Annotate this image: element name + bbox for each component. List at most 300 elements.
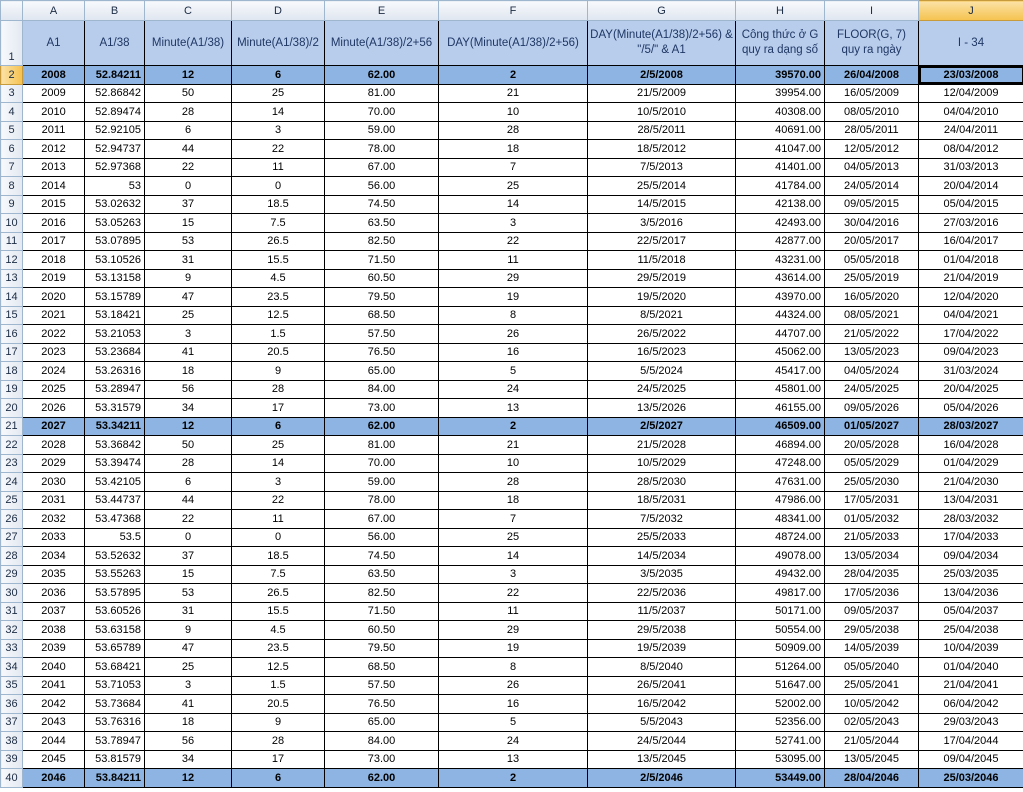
cell-a[interactable]: 2032	[23, 510, 85, 529]
cell-e[interactable]: 67.00	[325, 158, 439, 177]
row-number[interactable]: 36	[1, 695, 23, 714]
header-cell-g[interactable]: DAY(Minute(A1/38)/2+56) & "/5/" & A1	[588, 21, 736, 66]
cell-f[interactable]: 18	[439, 140, 588, 159]
row-number[interactable]: 27	[1, 528, 23, 547]
cell-c[interactable]: 37	[145, 195, 232, 214]
cell-h[interactable]: 46894.00	[736, 436, 825, 455]
header-cell-a[interactable]: A1	[23, 21, 85, 66]
cell-g[interactable]: 29/5/2038	[588, 621, 736, 640]
column-header-h[interactable]: H	[736, 1, 825, 21]
cell-b[interactable]: 53.68421	[85, 658, 145, 677]
cell-b[interactable]: 53.36842	[85, 436, 145, 455]
cell-b[interactable]: 53.28947	[85, 380, 145, 399]
cell-g[interactable]: 16/5/2023	[588, 343, 736, 362]
column-header-c[interactable]: C	[145, 1, 232, 21]
row-number[interactable]: 28	[1, 547, 23, 566]
cell-a[interactable]: 2015	[23, 195, 85, 214]
cell-j[interactable]: 12/04/2020	[919, 288, 1023, 307]
cell-e[interactable]: 62.00	[325, 66, 439, 85]
cell-c[interactable]: 18	[145, 362, 232, 381]
cell-f[interactable]: 26	[439, 325, 588, 344]
header-cell-j[interactable]: I - 34	[919, 21, 1023, 66]
cell-g[interactable]: 29/5/2019	[588, 269, 736, 288]
cell-j[interactable]: 16/04/2028	[919, 436, 1023, 455]
cell-b[interactable]: 53.02632	[85, 195, 145, 214]
cell-g[interactable]: 19/5/2039	[588, 639, 736, 658]
row-number[interactable]: 31	[1, 602, 23, 621]
cell-a[interactable]: 2038	[23, 621, 85, 640]
cell-a[interactable]: 2023	[23, 343, 85, 362]
cell-d[interactable]: 9	[232, 362, 325, 381]
cell-c[interactable]: 22	[145, 510, 232, 529]
cell-i[interactable]: 20/05/2017	[825, 232, 919, 251]
cell-h[interactable]: 40691.00	[736, 121, 825, 140]
cell-d[interactable]: 11	[232, 158, 325, 177]
cell-a[interactable]: 2008	[23, 66, 85, 85]
cell-e[interactable]: 57.50	[325, 325, 439, 344]
cell-e[interactable]: 78.00	[325, 140, 439, 159]
cell-g[interactable]: 8/5/2040	[588, 658, 736, 677]
cell-a[interactable]: 2017	[23, 232, 85, 251]
cell-c[interactable]: 28	[145, 454, 232, 473]
cell-b[interactable]: 53.44737	[85, 491, 145, 510]
cell-b[interactable]: 53	[85, 177, 145, 196]
cell-a[interactable]: 2014	[23, 177, 85, 196]
cell-c[interactable]: 3	[145, 325, 232, 344]
cell-i[interactable]: 25/05/2041	[825, 676, 919, 695]
cell-e[interactable]: 62.00	[325, 769, 439, 788]
cell-j[interactable]: 24/04/2011	[919, 121, 1023, 140]
row-number[interactable]: 35	[1, 676, 23, 695]
row-number[interactable]: 23	[1, 454, 23, 473]
cell-a[interactable]: 2026	[23, 399, 85, 418]
cell-a[interactable]: 2025	[23, 380, 85, 399]
cell-a[interactable]: 2012	[23, 140, 85, 159]
cell-b[interactable]: 53.31579	[85, 399, 145, 418]
cell-a[interactable]: 2046	[23, 769, 85, 788]
cell-b[interactable]: 53.55263	[85, 565, 145, 584]
cell-j[interactable]: 17/04/2044	[919, 732, 1023, 751]
cell-a[interactable]: 2030	[23, 473, 85, 492]
cell-g[interactable]: 2/5/2008	[588, 66, 736, 85]
cell-g[interactable]: 21/5/2009	[588, 84, 736, 103]
cell-i[interactable]: 09/05/2037	[825, 602, 919, 621]
cell-b[interactable]: 53.57895	[85, 584, 145, 603]
cell-c[interactable]: 15	[145, 214, 232, 233]
cell-j[interactable]: 25/04/2038	[919, 621, 1023, 640]
cell-j[interactable]: 10/04/2039	[919, 639, 1023, 658]
cell-a[interactable]: 2036	[23, 584, 85, 603]
cell-f[interactable]: 10	[439, 454, 588, 473]
cell-c[interactable]: 56	[145, 380, 232, 399]
cell-h[interactable]: 46509.00	[736, 417, 825, 436]
cell-f[interactable]: 22	[439, 584, 588, 603]
cell-c[interactable]: 34	[145, 750, 232, 769]
cell-e[interactable]: 79.50	[325, 288, 439, 307]
cell-i[interactable]: 04/05/2013	[825, 158, 919, 177]
cell-b[interactable]: 53.18421	[85, 306, 145, 325]
cell-j[interactable]: 09/04/2034	[919, 547, 1023, 566]
cell-g[interactable]: 7/5/2013	[588, 158, 736, 177]
cell-i[interactable]: 13/05/2034	[825, 547, 919, 566]
cell-f[interactable]: 28	[439, 473, 588, 492]
cell-c[interactable]: 3	[145, 676, 232, 695]
cell-i[interactable]: 12/05/2012	[825, 140, 919, 159]
cell-g[interactable]: 26/5/2022	[588, 325, 736, 344]
cell-a[interactable]: 2018	[23, 251, 85, 270]
column-header-j[interactable]: J	[919, 1, 1023, 21]
cell-f[interactable]: 24	[439, 732, 588, 751]
cell-a[interactable]: 2022	[23, 325, 85, 344]
cell-j[interactable]: 08/04/2012	[919, 140, 1023, 159]
select-all-corner[interactable]	[1, 1, 23, 21]
row-number[interactable]: 19	[1, 380, 23, 399]
cell-e[interactable]: 78.00	[325, 491, 439, 510]
cell-f[interactable]: 11	[439, 602, 588, 621]
cell-i[interactable]: 20/05/2028	[825, 436, 919, 455]
cell-h[interactable]: 47986.00	[736, 491, 825, 510]
cell-g[interactable]: 24/5/2025	[588, 380, 736, 399]
cell-i[interactable]: 08/05/2021	[825, 306, 919, 325]
row-number[interactable]: 22	[1, 436, 23, 455]
cell-j[interactable]: 09/04/2045	[919, 750, 1023, 769]
cell-f[interactable]: 3	[439, 565, 588, 584]
cell-d[interactable]: 18.5	[232, 195, 325, 214]
cell-e[interactable]: 65.00	[325, 362, 439, 381]
cell-j[interactable]: 17/04/2022	[919, 325, 1023, 344]
cell-g[interactable]: 8/5/2021	[588, 306, 736, 325]
cell-d[interactable]: 23.5	[232, 288, 325, 307]
cell-c[interactable]: 47	[145, 639, 232, 658]
cell-b[interactable]: 53.78947	[85, 732, 145, 751]
cell-g[interactable]: 13/5/2045	[588, 750, 736, 769]
cell-g[interactable]: 18/5/2031	[588, 491, 736, 510]
row-number[interactable]: 15	[1, 306, 23, 325]
cell-i[interactable]: 24/05/2025	[825, 380, 919, 399]
cell-h[interactable]: 46155.00	[736, 399, 825, 418]
cell-e[interactable]: 68.50	[325, 658, 439, 677]
cell-h[interactable]: 45801.00	[736, 380, 825, 399]
cell-a[interactable]: 2044	[23, 732, 85, 751]
cell-f[interactable]: 19	[439, 639, 588, 658]
header-cell-f[interactable]: DAY(Minute(A1/38)/2+56)	[439, 21, 588, 66]
cell-i[interactable]: 09/05/2015	[825, 195, 919, 214]
cell-h[interactable]: 44324.00	[736, 306, 825, 325]
cell-f[interactable]: 19	[439, 288, 588, 307]
cell-b[interactable]: 53.5	[85, 528, 145, 547]
cell-f[interactable]: 26	[439, 676, 588, 695]
cell-e[interactable]: 59.00	[325, 473, 439, 492]
cell-h[interactable]: 52741.00	[736, 732, 825, 751]
cell-h[interactable]: 44707.00	[736, 325, 825, 344]
row-number[interactable]: 5	[1, 121, 23, 140]
column-header-a[interactable]: A	[23, 1, 85, 21]
cell-d[interactable]: 14	[232, 103, 325, 122]
cell-h[interactable]: 40308.00	[736, 103, 825, 122]
cell-b[interactable]: 53.15789	[85, 288, 145, 307]
cell-g[interactable]: 7/5/2032	[588, 510, 736, 529]
cell-e[interactable]: 73.00	[325, 399, 439, 418]
cell-g[interactable]: 2/5/2046	[588, 769, 736, 788]
cell-d[interactable]: 11	[232, 510, 325, 529]
cell-a[interactable]: 2031	[23, 491, 85, 510]
row-number[interactable]: 17	[1, 343, 23, 362]
row-number[interactable]: 40	[1, 769, 23, 788]
cell-d[interactable]: 25	[232, 84, 325, 103]
cell-e[interactable]: 81.00	[325, 436, 439, 455]
cell-b[interactable]: 53.65789	[85, 639, 145, 658]
cell-f[interactable]: 2	[439, 66, 588, 85]
cell-d[interactable]: 15.5	[232, 251, 325, 270]
cell-g[interactable]: 5/5/2024	[588, 362, 736, 381]
cell-e[interactable]: 71.50	[325, 251, 439, 270]
cell-h[interactable]: 43614.00	[736, 269, 825, 288]
cell-h[interactable]: 51647.00	[736, 676, 825, 695]
row-number[interactable]: 32	[1, 621, 23, 640]
cell-g[interactable]: 5/5/2043	[588, 713, 736, 732]
cell-e[interactable]: 68.50	[325, 306, 439, 325]
cell-b[interactable]: 53.23684	[85, 343, 145, 362]
cell-a[interactable]: 2045	[23, 750, 85, 769]
cell-h[interactable]: 42138.00	[736, 195, 825, 214]
cell-a[interactable]: 2035	[23, 565, 85, 584]
cell-j[interactable]: 09/04/2023	[919, 343, 1023, 362]
cell-c[interactable]: 53	[145, 584, 232, 603]
cell-d[interactable]: 7.5	[232, 214, 325, 233]
row-number[interactable]: 12	[1, 251, 23, 270]
cell-a[interactable]: 2034	[23, 547, 85, 566]
cell-e[interactable]: 70.00	[325, 454, 439, 473]
cell-h[interactable]: 48724.00	[736, 528, 825, 547]
cell-b[interactable]: 53.34211	[85, 417, 145, 436]
cell-g[interactable]: 26/5/2041	[588, 676, 736, 695]
cell-c[interactable]: 34	[145, 399, 232, 418]
row-number[interactable]: 2	[1, 66, 23, 85]
cell-g[interactable]: 11/5/2018	[588, 251, 736, 270]
cell-d[interactable]: 26.5	[232, 584, 325, 603]
cell-i[interactable]: 05/05/2029	[825, 454, 919, 473]
cell-d[interactable]: 28	[232, 380, 325, 399]
cell-c[interactable]: 22	[145, 158, 232, 177]
cell-c[interactable]: 41	[145, 343, 232, 362]
row-number[interactable]: 16	[1, 325, 23, 344]
cell-e[interactable]: 62.00	[325, 417, 439, 436]
cell-i[interactable]: 16/05/2009	[825, 84, 919, 103]
header-cell-e[interactable]: Minute(A1/38)/2+56	[325, 21, 439, 66]
cell-i[interactable]: 25/05/2019	[825, 269, 919, 288]
cell-c[interactable]: 18	[145, 713, 232, 732]
cell-d[interactable]: 3	[232, 121, 325, 140]
cell-g[interactable]: 2/5/2027	[588, 417, 736, 436]
cell-a[interactable]: 2037	[23, 602, 85, 621]
cell-j[interactable]: 25/03/2035	[919, 565, 1023, 584]
cell-j[interactable]: 04/04/2021	[919, 306, 1023, 325]
cell-c[interactable]: 37	[145, 547, 232, 566]
cell-i[interactable]: 01/05/2032	[825, 510, 919, 529]
cell-c[interactable]: 25	[145, 658, 232, 677]
cell-c[interactable]: 9	[145, 621, 232, 640]
cell-d[interactable]: 20.5	[232, 343, 325, 362]
cell-i[interactable]: 08/05/2010	[825, 103, 919, 122]
cell-g[interactable]: 3/5/2016	[588, 214, 736, 233]
row-number[interactable]: 25	[1, 491, 23, 510]
cell-a[interactable]: 2033	[23, 528, 85, 547]
cell-b[interactable]: 53.39474	[85, 454, 145, 473]
column-header-i[interactable]: I	[825, 1, 919, 21]
cell-j[interactable]: 25/03/2046	[919, 769, 1023, 788]
column-header-e[interactable]: E	[325, 1, 439, 21]
cell-c[interactable]: 9	[145, 269, 232, 288]
cell-j[interactable]: 20/04/2014	[919, 177, 1023, 196]
cell-h[interactable]: 47248.00	[736, 454, 825, 473]
cell-h[interactable]: 49432.00	[736, 565, 825, 584]
cell-j[interactable]: 16/04/2017	[919, 232, 1023, 251]
cell-a[interactable]: 2013	[23, 158, 85, 177]
cell-h[interactable]: 41047.00	[736, 140, 825, 159]
cell-e[interactable]: 84.00	[325, 732, 439, 751]
cell-j[interactable]: 27/03/2016	[919, 214, 1023, 233]
cell-i[interactable]: 28/04/2035	[825, 565, 919, 584]
cell-f[interactable]: 5	[439, 362, 588, 381]
cell-e[interactable]: 81.00	[325, 84, 439, 103]
row-number[interactable]: 10	[1, 214, 23, 233]
cell-h[interactable]: 51264.00	[736, 658, 825, 677]
cell-b[interactable]: 52.89474	[85, 103, 145, 122]
cell-e[interactable]: 56.00	[325, 177, 439, 196]
cell-b[interactable]: 53.05263	[85, 214, 145, 233]
row-number[interactable]: 38	[1, 732, 23, 751]
cell-i[interactable]: 17/05/2036	[825, 584, 919, 603]
cell-f[interactable]: 8	[439, 658, 588, 677]
cell-b[interactable]: 53.47368	[85, 510, 145, 529]
cell-j[interactable]: 28/03/2032	[919, 510, 1023, 529]
cell-i[interactable]: 13/05/2045	[825, 750, 919, 769]
row-number[interactable]: 18	[1, 362, 23, 381]
cell-i[interactable]: 14/05/2039	[825, 639, 919, 658]
cell-h[interactable]: 43970.00	[736, 288, 825, 307]
cell-b[interactable]: 53.13158	[85, 269, 145, 288]
cell-f[interactable]: 16	[439, 343, 588, 362]
cell-d[interactable]: 6	[232, 66, 325, 85]
cell-h[interactable]: 50554.00	[736, 621, 825, 640]
cell-g[interactable]: 21/5/2028	[588, 436, 736, 455]
row-number[interactable]: 24	[1, 473, 23, 492]
cell-d[interactable]: 14	[232, 454, 325, 473]
cell-h[interactable]: 41401.00	[736, 158, 825, 177]
cell-f[interactable]: 24	[439, 380, 588, 399]
header-cell-c[interactable]: Minute(A1/38)	[145, 21, 232, 66]
cell-a[interactable]: 2024	[23, 362, 85, 381]
cell-d[interactable]: 17	[232, 399, 325, 418]
cell-f[interactable]: 21	[439, 84, 588, 103]
cell-j[interactable]: 29/03/2043	[919, 713, 1023, 732]
cell-j[interactable]: 23/03/2008	[919, 66, 1023, 85]
row-number[interactable]: 20	[1, 399, 23, 418]
cell-e[interactable]: 76.50	[325, 695, 439, 714]
cell-c[interactable]: 12	[145, 66, 232, 85]
cell-d[interactable]: 28	[232, 732, 325, 751]
cell-f[interactable]: 18	[439, 491, 588, 510]
cell-j[interactable]: 13/04/2031	[919, 491, 1023, 510]
header-cell-h[interactable]: Công thức ở G quy ra dạng số	[736, 21, 825, 66]
cell-i[interactable]: 01/05/2027	[825, 417, 919, 436]
header-cell-b[interactable]: A1/38	[85, 21, 145, 66]
cell-c[interactable]: 47	[145, 288, 232, 307]
cell-f[interactable]: 8	[439, 306, 588, 325]
cell-d[interactable]: 3	[232, 473, 325, 492]
cell-f[interactable]: 21	[439, 436, 588, 455]
cell-e[interactable]: 63.50	[325, 565, 439, 584]
cell-j[interactable]: 13/04/2036	[919, 584, 1023, 603]
cell-g[interactable]: 11/5/2037	[588, 602, 736, 621]
cell-a[interactable]: 2042	[23, 695, 85, 714]
cell-j[interactable]: 21/04/2041	[919, 676, 1023, 695]
cell-c[interactable]: 6	[145, 121, 232, 140]
cell-h[interactable]: 50909.00	[736, 639, 825, 658]
cell-h[interactable]: 43231.00	[736, 251, 825, 270]
cell-d[interactable]: 15.5	[232, 602, 325, 621]
cell-j[interactable]: 31/03/2024	[919, 362, 1023, 381]
cell-c[interactable]: 31	[145, 251, 232, 270]
cell-g[interactable]: 3/5/2035	[588, 565, 736, 584]
column-header-b[interactable]: B	[85, 1, 145, 21]
cell-i[interactable]: 30/04/2016	[825, 214, 919, 233]
column-header-f[interactable]: F	[439, 1, 588, 21]
cell-g[interactable]: 14/5/2015	[588, 195, 736, 214]
cell-f[interactable]: 2	[439, 769, 588, 788]
cell-i[interactable]: 25/05/2030	[825, 473, 919, 492]
cell-h[interactable]: 42877.00	[736, 232, 825, 251]
cell-j[interactable]: 21/04/2030	[919, 473, 1023, 492]
cell-h[interactable]: 52002.00	[736, 695, 825, 714]
cell-i[interactable]: 10/05/2042	[825, 695, 919, 714]
cell-j[interactable]: 21/04/2019	[919, 269, 1023, 288]
cell-e[interactable]: 74.50	[325, 547, 439, 566]
cell-f[interactable]: 14	[439, 547, 588, 566]
row-number[interactable]: 39	[1, 750, 23, 769]
row-number[interactable]: 4	[1, 103, 23, 122]
cell-h[interactable]: 47631.00	[736, 473, 825, 492]
cell-d[interactable]: 22	[232, 491, 325, 510]
cell-f[interactable]: 22	[439, 232, 588, 251]
cell-g[interactable]: 14/5/2034	[588, 547, 736, 566]
cell-e[interactable]: 63.50	[325, 214, 439, 233]
cell-b[interactable]: 53.76316	[85, 713, 145, 732]
cell-f[interactable]: 29	[439, 621, 588, 640]
cell-c[interactable]: 41	[145, 695, 232, 714]
cell-i[interactable]: 24/05/2014	[825, 177, 919, 196]
cell-j[interactable]: 06/04/2042	[919, 695, 1023, 714]
cell-f[interactable]: 5	[439, 713, 588, 732]
row-number[interactable]: 37	[1, 713, 23, 732]
cell-f[interactable]: 7	[439, 510, 588, 529]
row-number[interactable]: 1	[1, 21, 23, 66]
row-number[interactable]: 3	[1, 84, 23, 103]
cell-e[interactable]: 59.00	[325, 121, 439, 140]
cell-f[interactable]: 7	[439, 158, 588, 177]
cell-c[interactable]: 44	[145, 140, 232, 159]
cell-f[interactable]: 2	[439, 417, 588, 436]
cell-d[interactable]: 12.5	[232, 306, 325, 325]
cell-d[interactable]: 4.5	[232, 621, 325, 640]
cell-e[interactable]: 84.00	[325, 380, 439, 399]
cell-a[interactable]: 2041	[23, 676, 85, 695]
cell-b[interactable]: 53.21053	[85, 325, 145, 344]
cell-h[interactable]: 42493.00	[736, 214, 825, 233]
cell-c[interactable]: 12	[145, 417, 232, 436]
row-number[interactable]: 6	[1, 140, 23, 159]
cell-a[interactable]: 2016	[23, 214, 85, 233]
